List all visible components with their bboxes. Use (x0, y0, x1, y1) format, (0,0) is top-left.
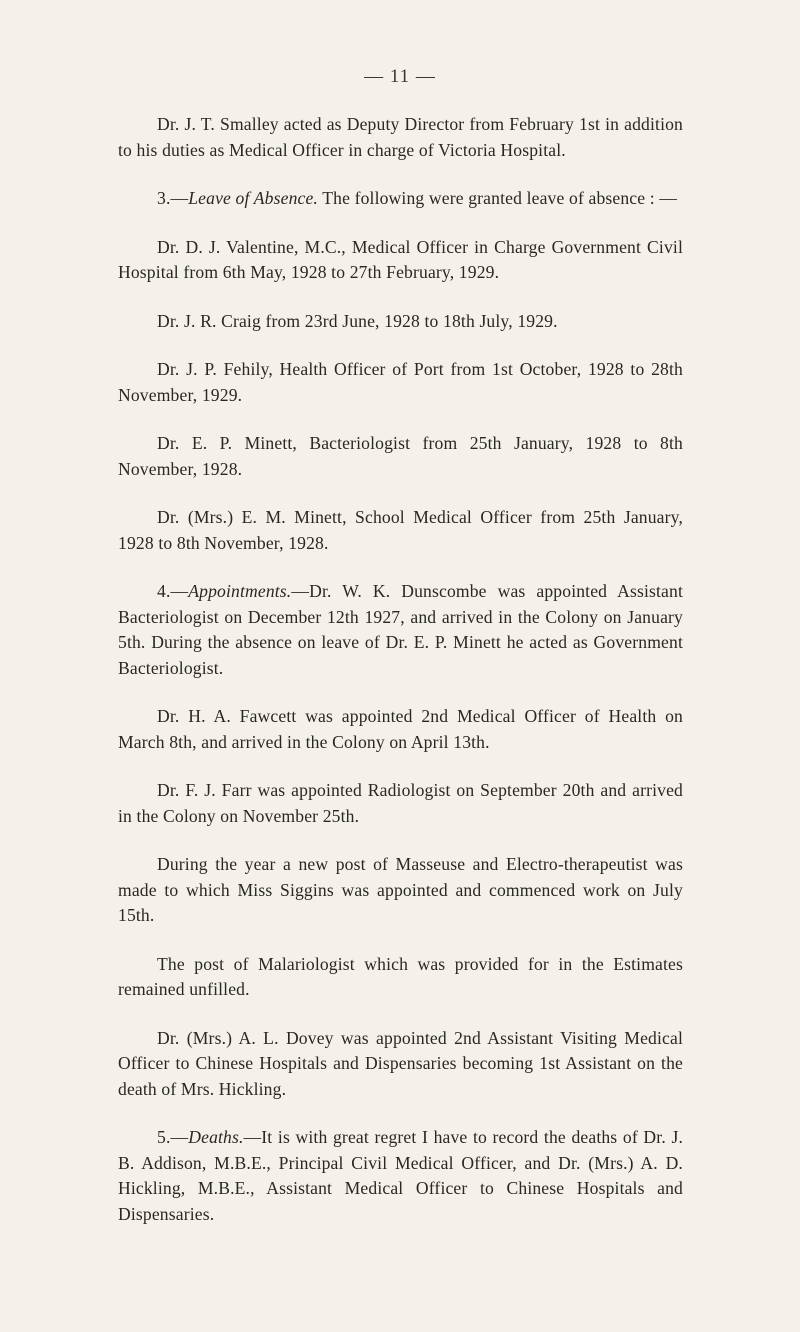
paragraph-mrs-minett (118, 505, 683, 556)
paragraph-minett (118, 431, 683, 482)
page-number: — 11 — (364, 66, 436, 87)
paragraph-text: Dr. E. P. Minett, Bacteriologist from 25th January, 1928 to 8th November, 1928. (118, 433, 683, 479)
section-leave-of-absence (118, 186, 683, 212)
page-body (118, 112, 683, 1227)
paragraph-text: The post of Malariologist which was provided for in the Estimates remained unfilled. (118, 953, 683, 999)
section-heading: Leave of Absence. (188, 188, 318, 208)
paragraph-farr (118, 778, 683, 829)
paragraph-text: During the year a new post of Masseuse and Electro-therapeutist was made to which Miss Siggins was appointed and commenced work on July 15th. (118, 854, 683, 925)
paragraph-smalley (118, 112, 683, 163)
paragraph-dovey (118, 1026, 683, 1103)
section-heading: Appointments. (188, 581, 292, 601)
paragraph-text: The following were granted leave of absence : — (318, 188, 678, 208)
section-heading: Deaths. (188, 1127, 244, 1147)
paragraph-text: Dr. (Mrs.) E. M. Minett, School Medical Officer from 25th January, 1928 to 8th November, 1928. (118, 507, 683, 553)
section-deaths (118, 1125, 683, 1227)
section-number: 5.— (157, 1127, 189, 1147)
paragraph-text: Dr. F. J. Farr was appointed Radiologist on September 20th and arrived in the Colony on November 25th. (118, 780, 683, 826)
section-number: 4.— (157, 581, 189, 601)
paragraph-fehily (118, 357, 683, 408)
paragraph-valentine (118, 235, 683, 286)
section-number: 3.— (157, 188, 189, 208)
paragraph-malariologist (118, 952, 683, 1003)
paragraph-craig (118, 309, 683, 335)
paragraph-text: Dr. J. P. Fehily, Health Officer of Port from 1st October, 1928 to 28th November, 1929. (118, 359, 683, 405)
paragraph-masseuse (118, 852, 683, 929)
paragraph-fawcett (118, 704, 683, 755)
paragraph-text: Dr. J. R. Craig from 23rd June, 1928 to 18th July, 1929. (157, 310, 558, 331)
paragraph-text: —Dr. W. K. Dunscombe was appointed Assistant Bacteriologist on December 12th 1927, and arrived in the Colony on January 5th. During the absence on leave of Dr. E. P. Minett he acted as Government Bacteriologist. (118, 581, 683, 678)
paragraph-text: Dr. J. T. Smalley acted as Deputy Director from February 1st in addition to his duties as Medical Officer in charge of Victoria Hospital. (118, 114, 683, 160)
paragraph-text: Dr. H. A. Fawcett was appointed 2nd Medical Officer of Health on March 8th, and arrived in the Colony on April 13th. (118, 706, 683, 752)
paragraph-text: Dr. D. J. Valentine, M.C., Medical Officer in Charge Government Civil Hospital from 6th May, 1928 to 27th February, 1929. (118, 236, 683, 282)
section-appointments (118, 579, 683, 681)
paragraph-text: —It is with great regret I have to record the deaths of Dr. J. B. Addison, M.B.E., Principal Civil Medical Officer, and Dr. (Mrs.) A. D. Hickling, M.B.E., Assistant Medical Officer to Chinese Hospitals and Dispensaries. (118, 1127, 683, 1224)
paragraph-text: Dr. (Mrs.) A. L. Dovey was appointed 2nd Assistant Visiting Medical Officer to Chinese Hospitals and Dispensaries becoming 1st Assistant on the death of Mrs. Hickling. (118, 1027, 683, 1099)
